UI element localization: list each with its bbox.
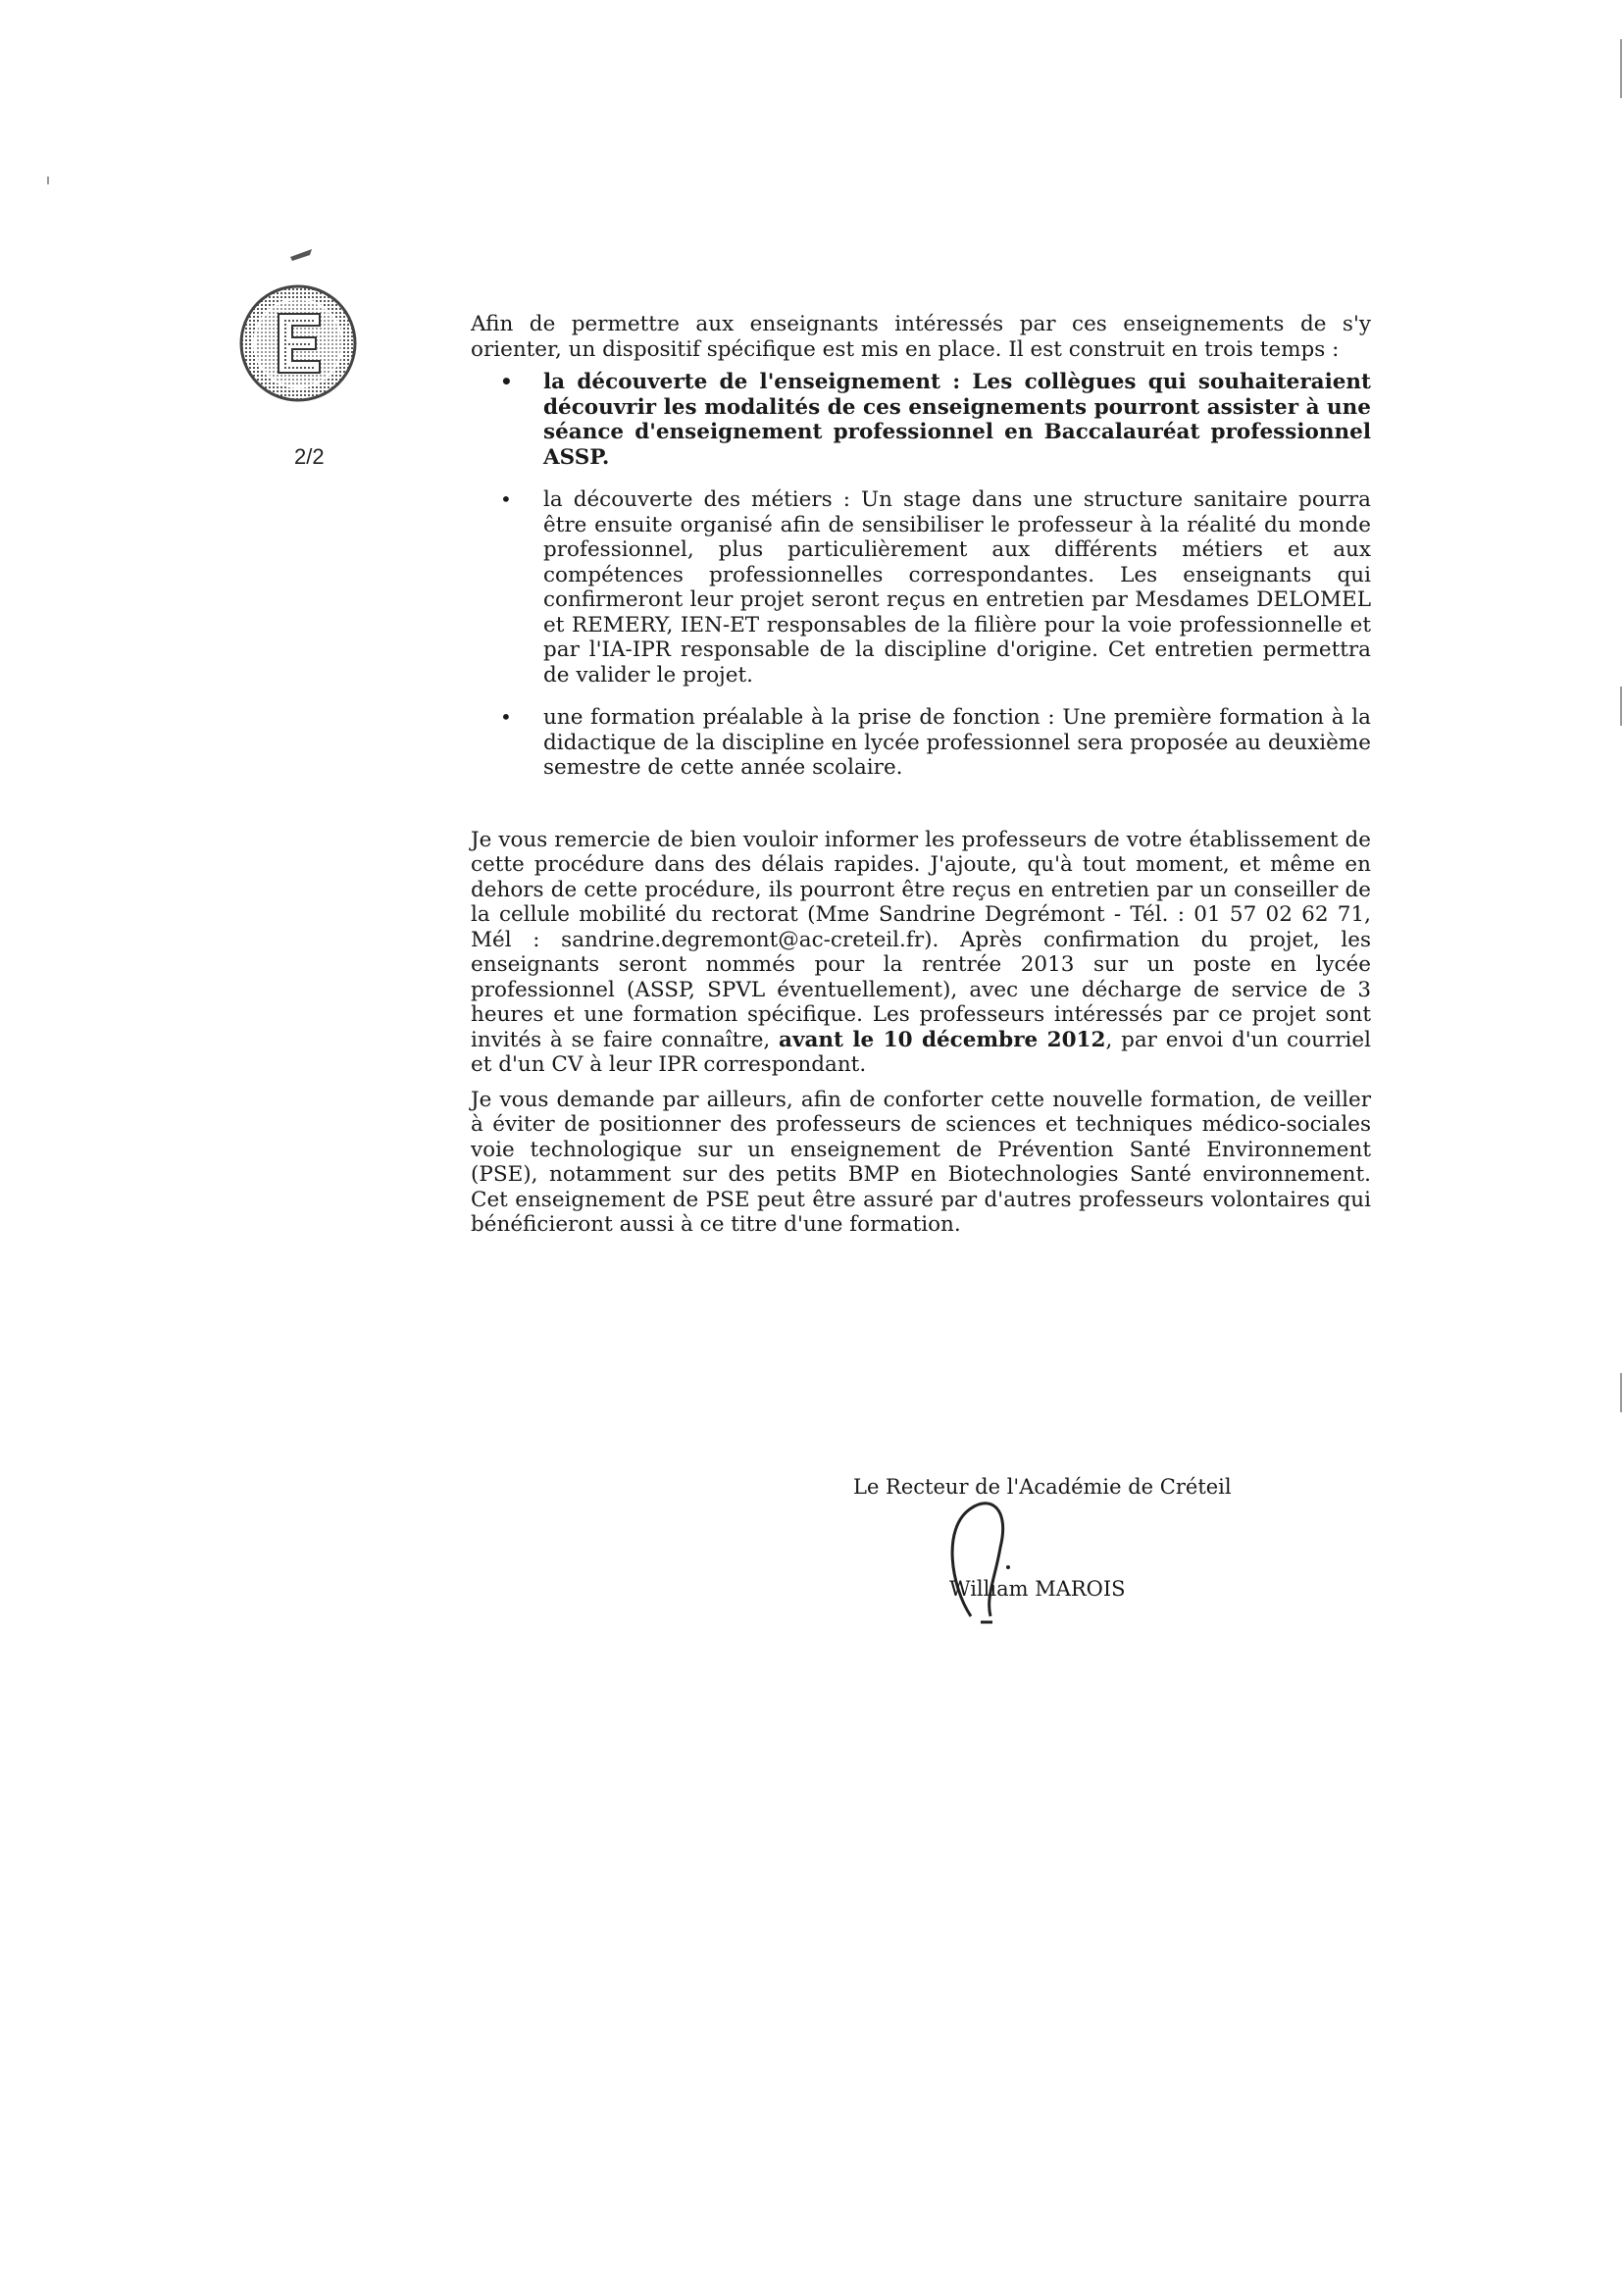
scan-speck <box>1620 39 1622 98</box>
procedure-paragraph <box>471 828 1371 1078</box>
scan-speck <box>47 177 49 184</box>
list-item-text: la découverte de l'enseignement : Les collègues qui souhaiteraient découvrir les modalités de ces enseignements pourront assister à une séance d'enseignement professionnel en Baccalauréat professionnel ASSP. <box>543 370 1371 470</box>
letter-body <box>471 312 1371 1238</box>
bullet-icon: • <box>500 705 512 729</box>
pse-paragraph: Je vous demande par ailleurs, afin de conforter cette nouvelle formation, de veiller à éviter de positionner des professeurs de sciences et techniques médico-sociales voie technologique sur un enseignement de Prévention Santé Environnement (PSE), notamment sur des petits BMP en Biotechnologies Santé environnement. Cet enseignement de PSE peut être assuré par d'autres professeurs volontaires qui bénéficieront aussi à ce titre d'une formation. <box>471 1087 1371 1237</box>
procedure-text: Je vous remercie de bien vouloir informer les professeurs de votre établissement de cette procédure dans des délais rapides. J'ajoute, qu'à tout moment, et même en dehors de cette procédure, ils pourront être reçus en entretien par un conseiller de la cellule mobilité du rectorat (Mme Sandrine Degrémont - Tél. : 01 57 02 62 71, Mél : sandrine.degremont@ac-creteil.fr). Après confirmation du projet, les enseignants seront nommés pour la rentrée 2013 sur un poste en lycée professionnel (ASSP, SPVL éventuellement), avec une décharge de service de 3 heures et une formation spécifique. Les professeurs intéressés par ce projet sont invités à se faire connaître, <box>471 827 1371 1052</box>
list-item <box>500 487 1371 688</box>
signatory-title: Le Recteur de l'Académie de Créteil <box>853 1475 1232 1499</box>
steps-list <box>471 370 1371 781</box>
bullet-icon: • <box>500 487 512 511</box>
intro-paragraph: Afin de permettre aux enseignants intéressés par ces enseignements de s'y orienter, un dispositif spécifique est mis en place. Il est construit en trois temps : <box>471 312 1371 362</box>
scan-speck <box>1620 687 1622 726</box>
procedure-text-end: , par envoi d'un courriel et d'un CV à leur IPR correspondant. <box>471 1027 1371 1077</box>
bullet-icon: • <box>500 370 513 393</box>
page-number: 2/2 <box>294 444 325 469</box>
signatory-name: William MAROIS <box>949 1577 1126 1601</box>
deadline-text: avant le 10 décembre 2012 <box>779 1027 1106 1052</box>
handwritten-signature-icon <box>932 1489 1049 1626</box>
list-item <box>500 370 1371 470</box>
scan-speck <box>1620 1373 1622 1412</box>
list-item-text: une formation préalable à la prise de fonction : Une première formation à la didactique de la discipline en lycée professionnel sera proposée au deuxième semestre de cette année scolaire. <box>543 705 1371 780</box>
list-item <box>500 705 1371 781</box>
signature-block <box>853 1450 1265 1626</box>
marianne-e-seal-icon <box>233 245 363 412</box>
list-item-text: la découverte des métiers : Un stage dans une structure sanitaire pourra être ensuite organisé afin de sensibiliser le professeur à la réalité du monde professionnel, plus particulièrement aux différents métiers et aux compétences professionnelles correspondantes. Les enseignants qui confirmeront leur projet seront reçus en entretien par Mesdames DELOMEL et REMERY, IEN-ET responsables de la filière pour la voie professionnelle et par l'IA-IPR responsable de la discipline d'origine. Cet entretien permettra de valider le projet. <box>543 487 1371 688</box>
